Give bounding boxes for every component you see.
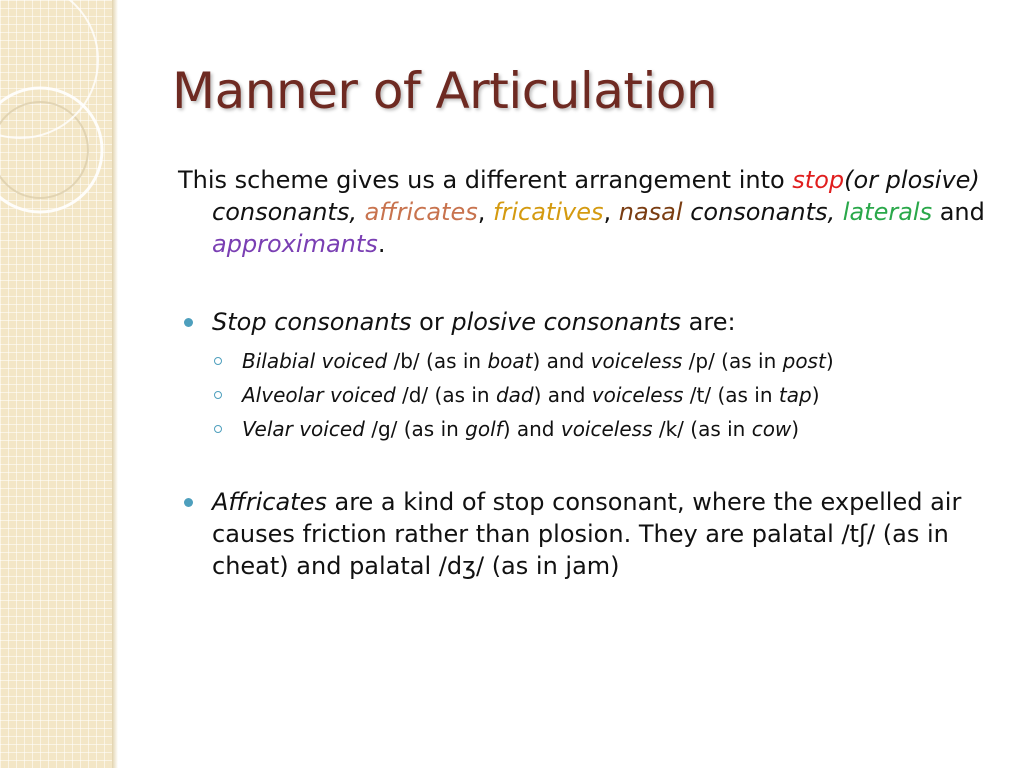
word-and: and <box>939 198 985 226</box>
stop-consonant-list <box>212 344 998 446</box>
bullet-stop-consonants <box>178 306 998 446</box>
sub-bullet-ring-icon <box>214 425 222 433</box>
connector: ) and <box>532 349 591 373</box>
voiced-example: boat <box>487 349 533 373</box>
voiced-label: voiced <box>321 349 388 373</box>
term-stop: stop <box>792 166 845 194</box>
voiced-ipa: /g/ (as in <box>371 417 466 441</box>
voiceless-ipa: /p/ (as in <box>688 349 783 373</box>
bullet-affricates <box>178 486 998 582</box>
connector: ) and <box>502 417 561 441</box>
voiceless-ipa: /k/ (as in <box>658 417 752 441</box>
term-fricatives: fricatives <box>493 198 604 226</box>
voiceless-label: voiceless <box>590 349 683 373</box>
stop-consonants-label: Stop consonants <box>212 308 412 336</box>
term-laterals: laterals <box>842 198 933 226</box>
or-label: or <box>411 308 452 336</box>
term-approximants: approximants <box>212 230 378 258</box>
voiceless-example: cow <box>751 417 792 441</box>
sidebar-edge <box>112 0 118 768</box>
voiced-label: voiced <box>299 417 365 441</box>
decorative-circles <box>0 0 112 768</box>
term-or-plosive: (or plosive) consonants, <box>212 166 980 226</box>
list-item <box>212 344 998 378</box>
term-consonants: consonants, <box>690 198 836 226</box>
deco-circle-1 <box>0 88 102 212</box>
bullet-dot-icon <box>184 318 193 327</box>
slide-title: Manner of Articulation <box>172 62 718 120</box>
term-nasal: nasal <box>618 198 683 226</box>
voiced-label: voiced <box>330 383 396 407</box>
deco-circle-3 <box>0 0 98 138</box>
decorative-sidebar <box>0 0 112 768</box>
sub-bullet-ring-icon <box>214 357 222 365</box>
intro-text: This scheme gives us a different arrangement into <box>178 166 793 194</box>
place-label: Velar <box>242 417 293 441</box>
place-label: Bilabial <box>242 349 316 373</box>
period: . <box>377 230 386 258</box>
term-affricates: affricates <box>364 198 478 226</box>
affricates-description: are a kind of stop consonant, where the expelled air causes friction rather than plosion. They are palatal /tʃ/ (as in cheat) and palatal /dʒ/ (as in jam) <box>212 488 962 580</box>
voiceless-example: tap <box>778 383 812 407</box>
voiced-ipa: /b/ (as in <box>393 349 488 373</box>
close-paren: ) <box>825 349 834 373</box>
voiceless-label: voiceless <box>591 383 684 407</box>
comma-2: , <box>603 198 612 226</box>
comma-1: , <box>477 198 486 226</box>
close-paren: ) <box>811 383 820 407</box>
affricates-label: Affricates <box>212 488 327 516</box>
voiced-ipa: /d/ (as in <box>402 383 496 407</box>
plosive-consonants-label: plosive consonants <box>451 308 682 336</box>
list-item <box>212 378 998 412</box>
slide-content <box>178 164 998 592</box>
voiced-example: golf <box>465 417 503 441</box>
place-label: Alveolar <box>242 383 324 407</box>
sub-bullet-ring-icon <box>214 391 222 399</box>
intro-paragraph <box>178 164 998 260</box>
bullet-dot-icon <box>184 498 193 507</box>
voiced-example: dad <box>495 383 534 407</box>
voiceless-ipa: /t/ (as in <box>689 383 779 407</box>
list-item <box>212 412 998 446</box>
are-label: are: <box>681 308 736 336</box>
connector: ) and <box>533 383 592 407</box>
voiceless-example: post <box>782 349 826 373</box>
close-paren: ) <box>791 417 800 441</box>
voiceless-label: voiceless <box>560 417 653 441</box>
